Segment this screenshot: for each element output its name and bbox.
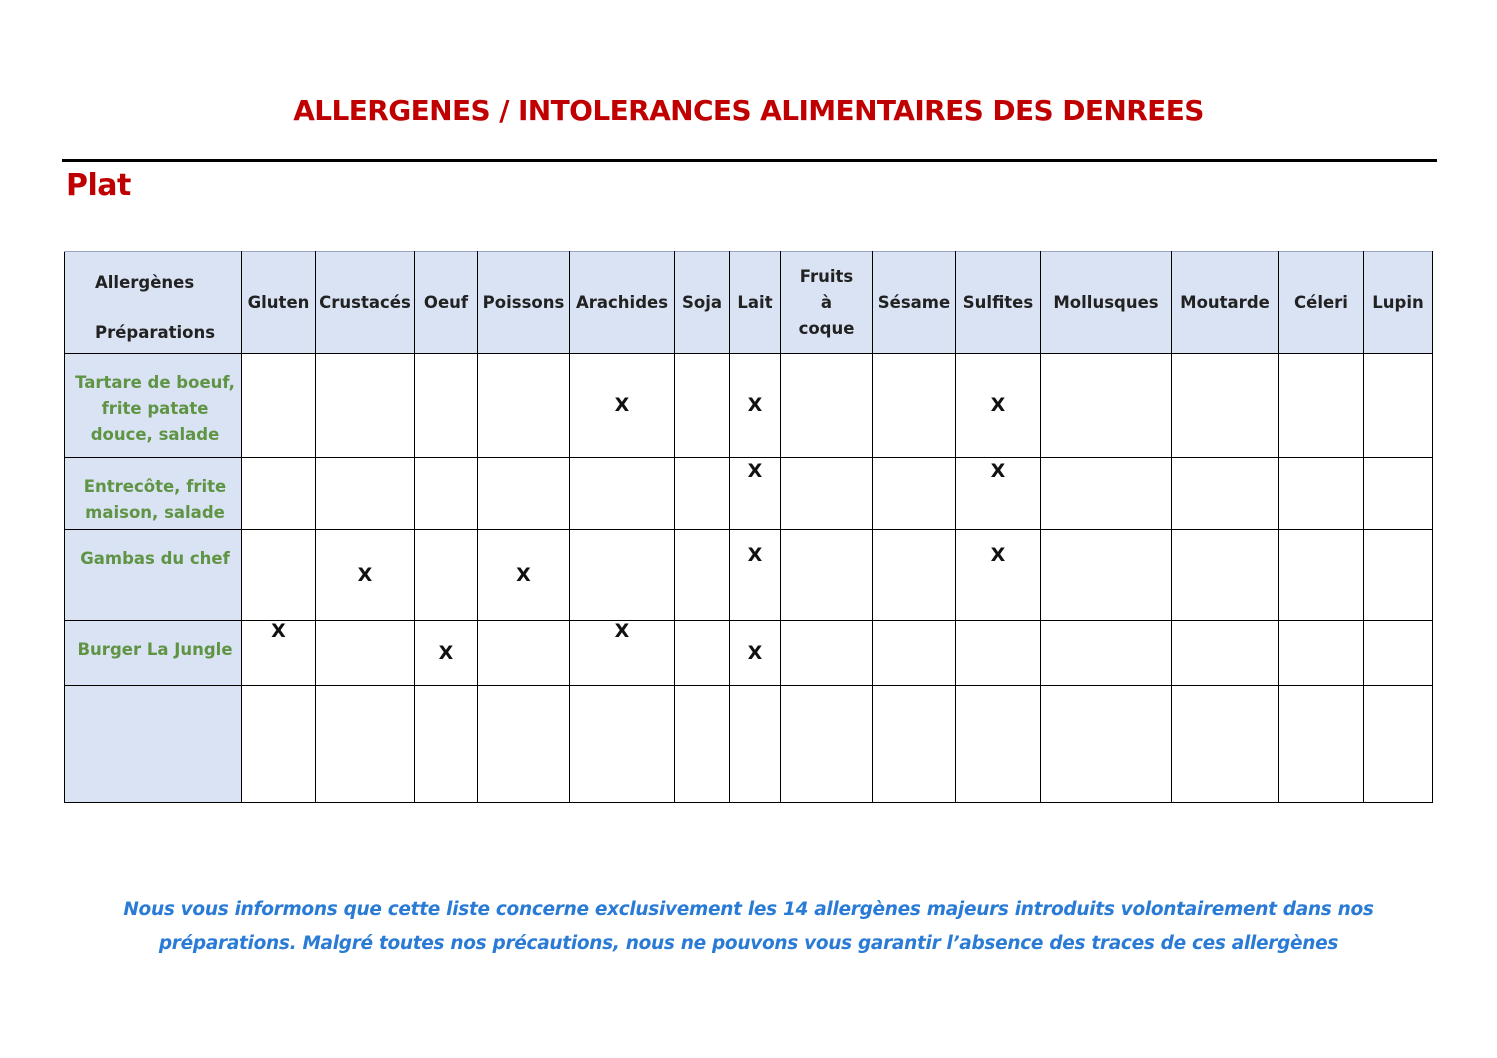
allergen-cell xyxy=(781,686,873,803)
allergen-cell xyxy=(570,458,675,530)
allergen-cell xyxy=(570,354,675,458)
preparation-name: Gambas du chef xyxy=(80,549,230,568)
section-heading: Plat xyxy=(66,168,131,203)
column-header-11: Mollusques xyxy=(1041,252,1172,354)
allergen-mark: X xyxy=(747,460,763,482)
allergen-cell xyxy=(1279,530,1364,621)
preparation-row xyxy=(65,354,1433,458)
allergen-mark: X xyxy=(990,394,1006,416)
allergen-cell xyxy=(730,354,781,458)
column-header-10: Sulfites xyxy=(956,252,1041,354)
allergen-cell xyxy=(242,621,316,686)
preparation-row xyxy=(65,458,1433,530)
column-header-1: Gluten xyxy=(242,252,316,354)
allergen-cell xyxy=(1041,354,1172,458)
allergen-cell xyxy=(242,686,316,803)
allergen-cell xyxy=(1279,354,1364,458)
allergen-mark: X xyxy=(614,620,630,642)
column-header-5: Arachides xyxy=(570,252,675,354)
allergen-cell xyxy=(1364,530,1433,621)
allergen-cell xyxy=(1364,458,1433,530)
allergen-cell xyxy=(415,354,478,458)
allergen-cell xyxy=(1279,621,1364,686)
allergen-disclaimer xyxy=(0,893,1497,961)
allergen-cell xyxy=(956,686,1041,803)
allergen-cell xyxy=(570,621,675,686)
column-header-7: Lait xyxy=(730,252,781,354)
allergen-cell xyxy=(316,458,415,530)
column-header-4: Poissons xyxy=(478,252,570,354)
allergen-cell xyxy=(956,621,1041,686)
corner-preparations-label: Préparations xyxy=(95,323,216,342)
allergen-cell xyxy=(415,458,478,530)
allergen-mark: X xyxy=(271,620,286,642)
allergen-cell xyxy=(316,530,415,621)
allergen-cell xyxy=(478,354,570,458)
allergen-cell xyxy=(570,686,675,803)
column-header-12: Moutarde xyxy=(1172,252,1279,354)
column-header-8: Fruits à coque xyxy=(781,252,873,354)
column-header-2: Crustacés xyxy=(316,252,415,354)
allergen-cell xyxy=(1041,458,1172,530)
allergen-cell xyxy=(242,530,316,621)
allergen-cell xyxy=(1279,686,1364,803)
allergen-cell xyxy=(478,530,570,621)
allergen-cell xyxy=(242,354,316,458)
preparation-row xyxy=(65,621,1433,686)
allergen-cell xyxy=(873,686,956,803)
allergen-cell xyxy=(675,621,730,686)
corner-header-cell xyxy=(65,252,242,354)
column-header-14: Lupin xyxy=(1364,252,1433,354)
preparation-name-cell xyxy=(65,530,242,621)
allergen-cell xyxy=(873,458,956,530)
preparation-name-cell xyxy=(65,458,242,530)
allergen-table xyxy=(64,251,1433,803)
allergen-cell xyxy=(873,354,956,458)
allergen-cell xyxy=(316,686,415,803)
allergen-cell xyxy=(675,530,730,621)
allergen-cell xyxy=(1172,458,1279,530)
column-header-6: Soja xyxy=(675,252,730,354)
allergen-cell xyxy=(956,530,1041,621)
disclaimer-line-2: préparations. Malgré toutes nos précautions, nous ne pouvons vous garantir l’absence des traces de ces allergènes xyxy=(158,933,1339,954)
allergen-cell xyxy=(781,458,873,530)
allergen-cell xyxy=(956,354,1041,458)
allergen-cell xyxy=(316,621,415,686)
allergen-cell xyxy=(478,686,570,803)
allergen-cell xyxy=(730,458,781,530)
allergen-mark: X xyxy=(747,641,763,664)
allergen-cell xyxy=(415,621,478,686)
preparation-row xyxy=(65,686,1433,803)
corner-allergenes-label: Allergènes xyxy=(95,273,195,292)
title-divider xyxy=(62,159,1437,162)
document-title: ALLERGENES / INTOLERANCES ALIMENTAIRES DES DENREES xyxy=(293,94,1204,127)
allergen-cell xyxy=(415,530,478,621)
allergen-cell xyxy=(478,621,570,686)
allergen-cell xyxy=(675,458,730,530)
table-header-row xyxy=(65,252,1433,354)
allergen-cell xyxy=(1041,621,1172,686)
allergen-cell xyxy=(1364,621,1433,686)
allergen-cell xyxy=(316,354,415,458)
allergen-cell xyxy=(415,686,478,803)
allergen-cell xyxy=(781,621,873,686)
allergen-mark: X xyxy=(614,394,630,416)
allergen-cell xyxy=(956,458,1041,530)
allergen-cell xyxy=(730,530,781,621)
column-header-9: Sésame xyxy=(873,252,956,354)
allergen-cell xyxy=(675,686,730,803)
allergen-cell xyxy=(570,530,675,621)
allergen-mark: X xyxy=(747,394,763,416)
allergen-cell xyxy=(781,530,873,621)
preparation-name-cell xyxy=(65,621,242,686)
allergen-cell xyxy=(1172,686,1279,803)
allergen-mark: X xyxy=(990,460,1006,482)
column-header-3: Oeuf xyxy=(415,252,478,354)
allergen-cell xyxy=(1172,621,1279,686)
allergen-cell xyxy=(1364,686,1433,803)
allergen-mark: X xyxy=(747,543,763,566)
allergen-cell xyxy=(1172,354,1279,458)
allergen-mark: X xyxy=(990,543,1006,566)
allergen-cell xyxy=(730,621,781,686)
column-header-13: Céleri xyxy=(1279,252,1364,354)
allergen-cell xyxy=(478,458,570,530)
allergen-cell xyxy=(1172,530,1279,621)
allergen-cell xyxy=(1041,686,1172,803)
preparation-name: Entrecôte, frite maison, salade xyxy=(83,477,227,522)
allergen-cell xyxy=(675,354,730,458)
preparation-name: Burger La Jungle xyxy=(77,640,233,659)
allergen-cell xyxy=(873,530,956,621)
preparation-row xyxy=(65,530,1433,621)
preparation-name-cell xyxy=(65,354,242,458)
disclaimer-line-1: Nous vous informons que cette liste concerne exclusivement les 14 allergènes majeurs introduits volontairement dans nos xyxy=(123,899,1374,920)
allergen-cell xyxy=(1041,530,1172,621)
allergen-cell xyxy=(242,458,316,530)
allergen-cell xyxy=(1364,354,1433,458)
preparation-name-cell xyxy=(65,686,242,803)
allergen-cell xyxy=(730,686,781,803)
preparation-name: Tartare de boeuf, frite patate douce, salade xyxy=(75,373,235,444)
allergen-mark: X xyxy=(516,563,531,586)
allergen-mark: X xyxy=(438,641,454,664)
allergen-mark: X xyxy=(357,563,373,586)
allergen-cell xyxy=(1279,458,1364,530)
allergen-cell xyxy=(873,621,956,686)
allergen-cell xyxy=(781,354,873,458)
